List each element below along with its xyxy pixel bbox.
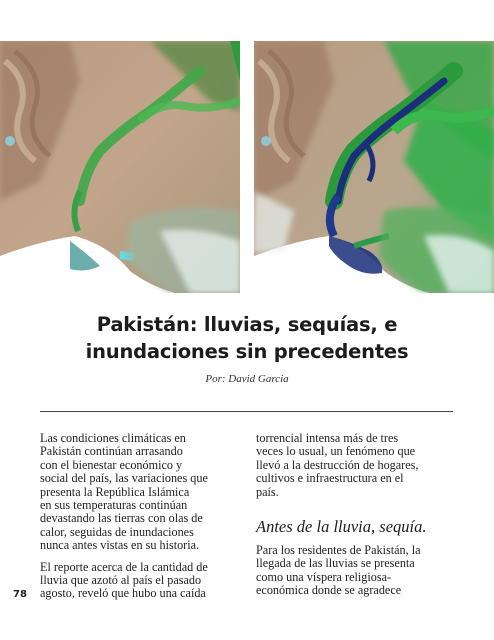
text-line: con el bienestar económico y [40, 457, 183, 472]
paragraph-continuation [256, 432, 456, 499]
satellite-image-before [0, 41, 240, 293]
text-line: agosto, reveló que hubo una caída [40, 586, 206, 601]
article-title-line-2: inundaciones sin precedentes [85, 340, 409, 363]
text-line: social del país, las variaciones que [40, 471, 208, 486]
text-line: llegada de las lluvias se presenta [256, 556, 415, 571]
text-line: presenta la República Islámica [40, 484, 190, 499]
paragraph-drought [256, 544, 456, 598]
text-line: como una víspera religiosa- [256, 569, 392, 584]
text-line: Para los residentes de Pakistán, la [256, 543, 421, 558]
text-line: lluvia que azotó al país el pasado [40, 573, 202, 588]
text-line: llevó a la destrucción de hogares, [256, 457, 419, 472]
text-line: devastando las tierras con olas de [40, 511, 203, 526]
page-number: 78 [13, 589, 27, 600]
article-title-line-1: Pakistán: lluvias, sequías, e [96, 313, 398, 336]
text-line: económica donde se agradece [256, 583, 402, 598]
text-line: Pakistán continúan arrasando [40, 444, 183, 459]
text-line: veces lo usual, un fenómeno que [256, 444, 416, 459]
section-subheading: Antes de la lluvia, sequía. [256, 517, 427, 537]
paragraph-intro [40, 432, 240, 553]
article-byline: Por: David Garcia [205, 373, 289, 385]
text-line: país. [256, 484, 279, 499]
text-line: El reporte acerca de la cantidad de [40, 559, 208, 574]
text-line: nunca antes vistas en su historia. [40, 538, 200, 553]
text-line: en sus temperaturas continúan [40, 498, 188, 513]
text-line: cultivos e infraestructura en el [256, 471, 404, 486]
article-title [40, 311, 454, 365]
text-line: torrencial intensa más de tres [256, 431, 399, 445]
paragraph-report [40, 561, 240, 601]
satellite-image-after [254, 41, 494, 293]
left-column [40, 432, 240, 601]
text-line: Las condiciones climáticas en [40, 431, 186, 445]
text-line: calor, seguidas de inundaciones [40, 524, 194, 539]
section-divider [40, 411, 453, 412]
right-column [256, 432, 456, 598]
